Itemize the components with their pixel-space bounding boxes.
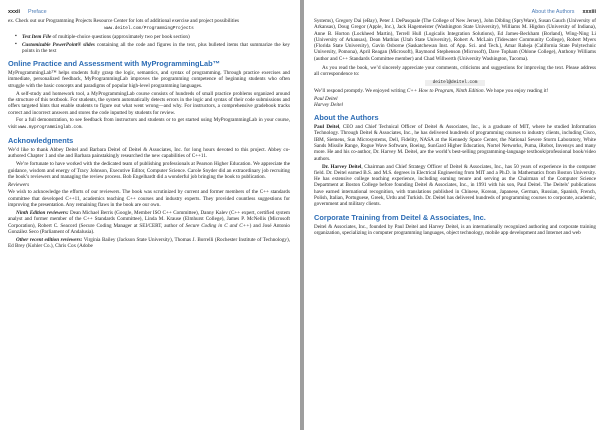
left-page-number: xxxii xyxy=(8,9,20,15)
right-page-number: xxxiii xyxy=(582,9,596,15)
bullet-test-item-file xyxy=(22,34,290,40)
feedback-request: As you read the book, we’d sincerely appreciate your comments, criticisms and suggestions for improving the text. Please address all correspondence to: xyxy=(314,65,596,78)
ninth-edition-text-a: Dean Michael Berris (Google, Member ISO C++ Committee), Danny Kalev (C++ expert, certified system analyst and former member of the C++ Standards Committee), Linda M. Krause (Elmhurst College), James P. McNellis (Microsoft Corporation), Robert C. Seacord (Secure Coding Manager at SEI/CERT, author of xyxy=(8,209,290,229)
online-p3-end: . xyxy=(81,123,83,130)
online-p3-start: For a full demonstration, to see feedback from instructors and students or to get started using MyProgrammingLab in your course, visit xyxy=(8,117,290,130)
about-authors-heading: About the Authors xyxy=(314,113,379,123)
harvey-bio-text: , Chairman and Chief Strategy Officer of Deitel & Associates, Inc., has 50 years of experience in the computer field. Dr. Deitel earned B.S. and M.S. degrees in Electrical Engineering from MIT and a Ph.D. in Mathematics from Boston University. He has extensive college teaching experience, including earning tenure and serving as the Chairman of the Computer Science Department at Boston College before founding Deitel & Associates, Inc., in 1991 with his son, Paul Deitel. The Deitels’ publications have earned international recognition, with translations published in Chinese, Korean, Japanese, German, Russian, Spanish, French, Polish, Italian, Portuguese, Greek, Urdu and Turkish. Dr. Deitel has delivered hundreds of programming courses to corporate, academic, government and military clients. xyxy=(314,163,596,208)
myprogramminglab-url[interactable]: www.myprogramminglab.com xyxy=(18,124,82,130)
respond-promptly xyxy=(314,88,596,94)
bullet-term: Test Item File xyxy=(22,34,52,41)
projects-url[interactable]: www.deitel.com/ProgrammingProjects xyxy=(104,26,194,32)
reviewers-continued: Systems), Gregory Dai (eBay), Peter J. DePasquale (The College of New Jersey), John Dibling (SpryWare), Susan Gauch (University of Arkansas), Doug Gregor (Apple, Inc.), Jack Hagemeister (Washington State University), Williams M. Higdon (University of Indiana), Anne B. Horton (Lockheed Martin), Terrell Hull (Logicalis Integration Solutions), Ed James-Beckham (Borland), Wing-Ning Li (University of Arkansas), Dean Mathias (Utah State University), Robert A. McLain (Tidewater Community College), Robert Myers (Florida State University), Gavin Osborne (Saskatchewan Inst. of App. Sci. and Tech.), Amar Raheja (California State Polytechnic University, Pomona), April Reagan (Microsoft), Raymond Stephenson (Microsoft), Dave Topham (Ohlone College), Anthony Williams (author and C++ Standards Committee member) and Chad Willwerth (University Washington, Tacoma). xyxy=(314,18,596,62)
online-practice-heading: Online Practice and Assessment with MyProgrammingLab™ xyxy=(8,59,221,69)
paul-name: Paul Deitel xyxy=(314,124,340,131)
secure-coding-title: Secure Coding in C and C++ xyxy=(185,222,250,229)
bullet-term: Customizable PowerPoint® slides xyxy=(22,41,95,48)
right-page xyxy=(304,0,604,430)
ninth-edition-text-b: ) and José Antonio González Seco (Parliament of Andalusia). xyxy=(8,222,290,235)
ninth-edition-reviewers xyxy=(8,210,290,235)
other-edition-reviewers xyxy=(8,237,290,250)
signature-harvey: Harvey Deitel xyxy=(314,101,343,108)
left-page xyxy=(0,0,300,430)
corporate-training-text: Deitel & Associates, Inc., founded by Paul Deitel and Harvey Deitel, is an internationally recognized authoring and corporate training organization, specializing in computer programming languages, object technology, mobile app development and Internet and web xyxy=(314,223,596,236)
online-paragraph-1: MyProgrammingLab™ helps students fully grasp the logic, semantics, and syntax of programming. Through practice exercises and immediate, personalized feedback, MyProgrammingLab improves the programming competence of beginning students who often struggle with the basic concepts and paradigms of popular high-level programming languages. xyxy=(8,70,290,89)
ack-paragraph-2: We’re fortunate to have worked with the dedicated team of publishing professionals at Pearson Higher Education. We appreciate the guidance, wisdom and energy of Tracy Johnson, Executive Editor, Computer Science. Carole Snyder did an extraordinary job recruiting the book’s reviewers and managing the review process. Bob Engelhardt did a wonderful job bringing the book to publication. xyxy=(8,161,290,180)
bullet-text: containing all the code and figures in the text, plus bulleted items that summarize the key points in the text xyxy=(22,41,290,54)
right-running-head-title: About the Authors xyxy=(531,9,575,15)
resource-bullets xyxy=(8,34,290,54)
contact-email[interactable]: deitel@deitel.com xyxy=(425,80,485,86)
promise-text: We’ll respond promptly. We enjoyed writing xyxy=(314,87,407,94)
harvey-bio xyxy=(314,164,596,208)
intro-text: ex. Check out our Programming Projects Resource Center for lots of additional exercise and project possibilities xyxy=(8,18,239,24)
corporate-training-heading: Corporate Training from Deitel & Associates, Inc. xyxy=(314,212,486,222)
ack-paragraph-1: We’d like to thank Abbey Deitel and Barbara Deitel of Deitel & Associates, Inc. for long hours devoted to this project. Abbey co-authored Chapter 1 and she and Barbara painstakingly researched the new capabilities of C++11. xyxy=(8,147,290,160)
reviewers-subhead: Reviewers xyxy=(8,182,30,189)
paul-bio xyxy=(314,124,596,162)
reviewers-paragraph: We wish to acknowledge the efforts of our reviewers. The book was scrutinized by current and former members of the C++ standards committee that developed C++11, academics teaching C++ courses and industry experts. They provided countless suggestions for improving the presentation. Any remaining flaws in the book are our own. xyxy=(8,189,290,209)
bullet-powerpoint xyxy=(22,42,290,55)
other-edition-label: Other recent edition reviewers: xyxy=(16,236,83,243)
signature-paul: Paul Deitel xyxy=(314,95,338,102)
online-paragraph-2: A self-study and homework tool, a MyProgrammingLab course consists of hundreds of small practice problems organized around the structure of this textbook. For students, the system automatically detects errors in the logic and syntax of their code submissions and offers targeted hints that enable students to figure out what went wrong—and why. For instructors, a comprehensive gradebook tracks correct and incorrect answers and stores the code inputted by students for review. xyxy=(8,90,290,116)
left-running-head-title: Preface xyxy=(28,9,47,15)
paul-bio-text: , CEO and Chief Technical Officer of Deitel & Associates, Inc., is a graduate of MIT, where he studied Information Technology. Through Deitel & Associates, Inc., he has delivered hundreds of programming courses to industry clients, including Cisco, IBM, Siemens, Sun Microsystems, Dell, Fidelity, NASA at the Kennedy Space Center, the National Severe Storm Laboratory, White Sands Missile Range, Rogue Wave Software, Boeing, SunGard Higher Education, Nortel Networks, Puma, iRobot, Invensys and many more. He and his co-author, Dr. Harvey M. Deitel, are the world’s best-selling programming-language textbook/professional book/video authors. xyxy=(314,124,596,162)
left-running-head xyxy=(8,6,290,18)
online-paragraph-3 xyxy=(8,117,290,131)
harvey-name: Dr. Harvey Deitel xyxy=(322,163,362,170)
ninth-edition-label: Ninth Edition reviewers: xyxy=(16,209,69,216)
right-running-head xyxy=(314,6,596,18)
acknowledgments-heading: Acknowledgments xyxy=(8,136,74,146)
other-edition-text: Virginia Bailey (Jackson State University), Thomas J. Borrelli (Rochester Institute of Technology), Ed Brey (Kohler Co.), Chris Cox (Adobe xyxy=(8,236,290,249)
intro-paragraph xyxy=(8,18,290,24)
book-title: C++ How to Program, Ninth Edition xyxy=(406,87,484,94)
promise-end: . We hope you enjoy reading it! xyxy=(483,87,549,94)
bullet-text: of multiple-choice questions (approximately two per book section) xyxy=(51,34,190,41)
